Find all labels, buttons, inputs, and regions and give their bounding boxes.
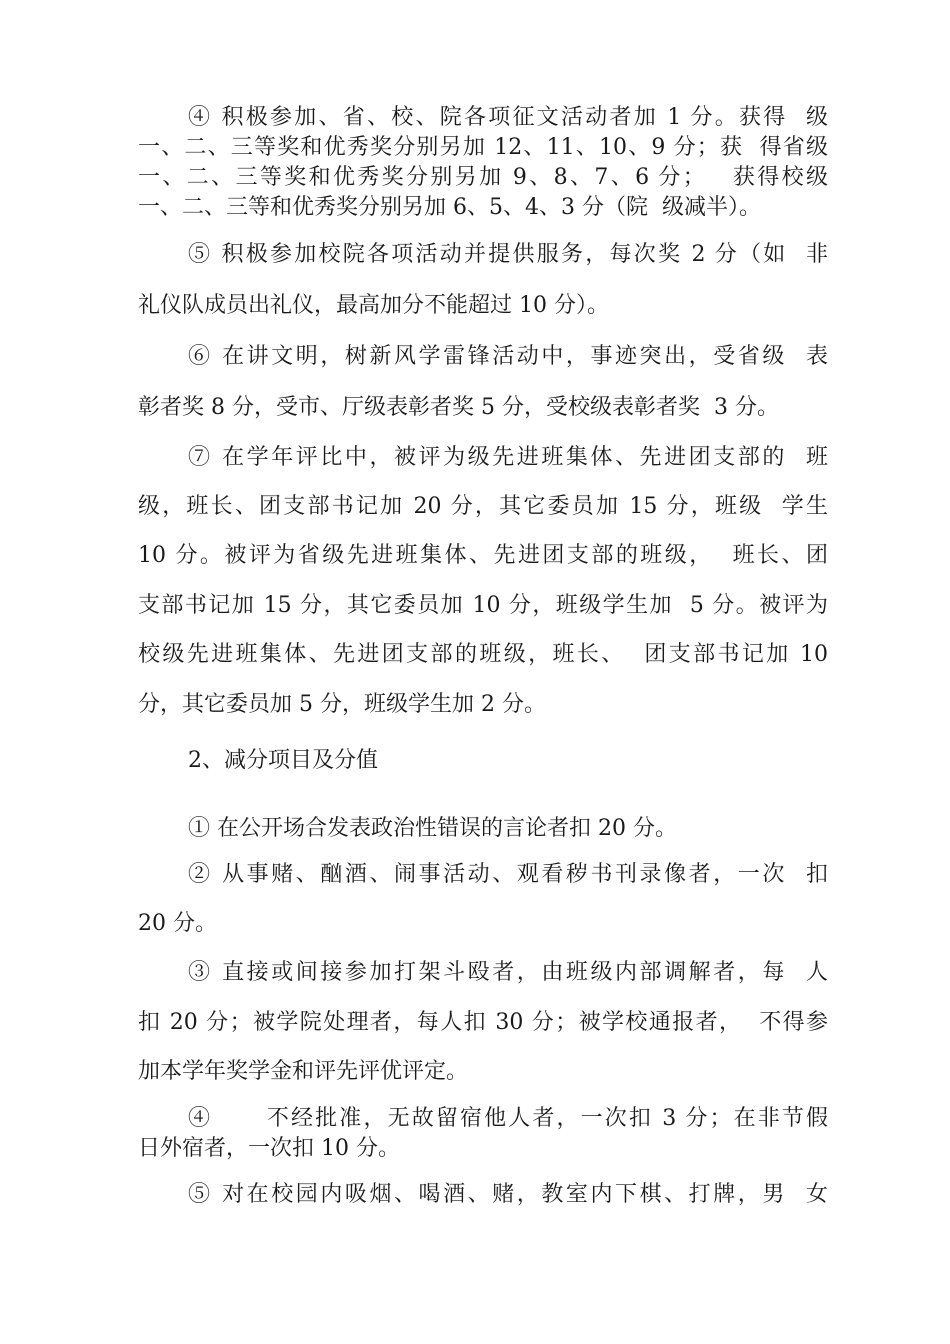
section-heading: 2、减分项目及分值 — [188, 748, 378, 773]
paragraph-line: ⑤ 对在校园内吸烟、喝酒、赌，教室内下棋、打牌，男 女 — [188, 1182, 828, 1207]
paragraph-line: 校级先进班集体、先进团支部的班级，班长、 团支部书记加 10 — [138, 642, 828, 667]
paragraph-line: ① 在公开场合发表政治性错误的言论者扣 20 分。 — [188, 816, 677, 841]
paragraph-line: 20 分。 — [138, 911, 217, 936]
paragraph-line: 10 分。被评为省级先进班集体、先进团支部的班级， 班长、团 — [138, 543, 828, 568]
paragraph-line: 级，班长、团支部书记加 20 分，其它委员加 15 分，班级 学生 — [138, 494, 828, 519]
paragraph-line: 礼仪队成员出礼仪，最高加分不能超过 10 分）。 — [138, 293, 609, 318]
paragraph-line: 支部书记加 15 分，其它委员加 10 分，班级学生加 5 分。被评为 — [138, 593, 828, 618]
paragraph-line: ⑥ 在讲文明，树新风学雷锋活动中，事迹突出，受省级 表 — [188, 344, 828, 369]
paragraph-line: 加本学年奖学金和评先评优评定。 — [138, 1059, 469, 1084]
paragraph-line: ④ 积极参加、省、校、院各项征文活动者加 1 分。获得 级 — [188, 105, 828, 130]
paragraph-line: ③ 直接或间接参加打架斗殴者，由班级内部调解者，每 人 — [188, 960, 828, 985]
paragraph-line: 一、二、三等奖和优秀奖分别另加 9、8、7、6 分； 获得校级 — [138, 165, 828, 190]
paragraph-line: 一、二、三等奖和优秀奖分别另加 12、11、10、9 分；获 得省级 — [138, 135, 828, 160]
paragraph-line: 日外宿者，一次扣 10 分。 — [138, 1136, 400, 1161]
paragraph-line: 彰者奖 8 分，受市、厅级表彰者奖 5 分，受校级表彰者奖 3 分。 — [138, 395, 779, 420]
paragraph-line: ④ 不经批准，无故留宿他人者，一次扣 3 分；在非节假 — [188, 1106, 828, 1131]
paragraph-line: ⑦ 在学年评比中，被评为级先进班集体、先进团支部的 班 — [188, 445, 828, 470]
paragraph-line: 扣 20 分；被学院处理者，每人扣 30 分；被学校通报者， 不得参 — [138, 1010, 828, 1035]
paragraph-line: ② 从事赌、酗酒、闹事活动、观看秽书刊录像者，一次 扣 — [188, 862, 828, 887]
paragraph-line: 一、二、三等和优秀奖分别另加 6、5、4、3 分（院 级减半）。 — [138, 195, 761, 220]
paragraph-line: 分，其它委员加 5 分，班级学生加 2 分。 — [138, 692, 546, 717]
paragraph-line: ⑤ 积极参加校院各项活动并提供服务，每次奖 2 分（如 非 — [188, 242, 828, 267]
